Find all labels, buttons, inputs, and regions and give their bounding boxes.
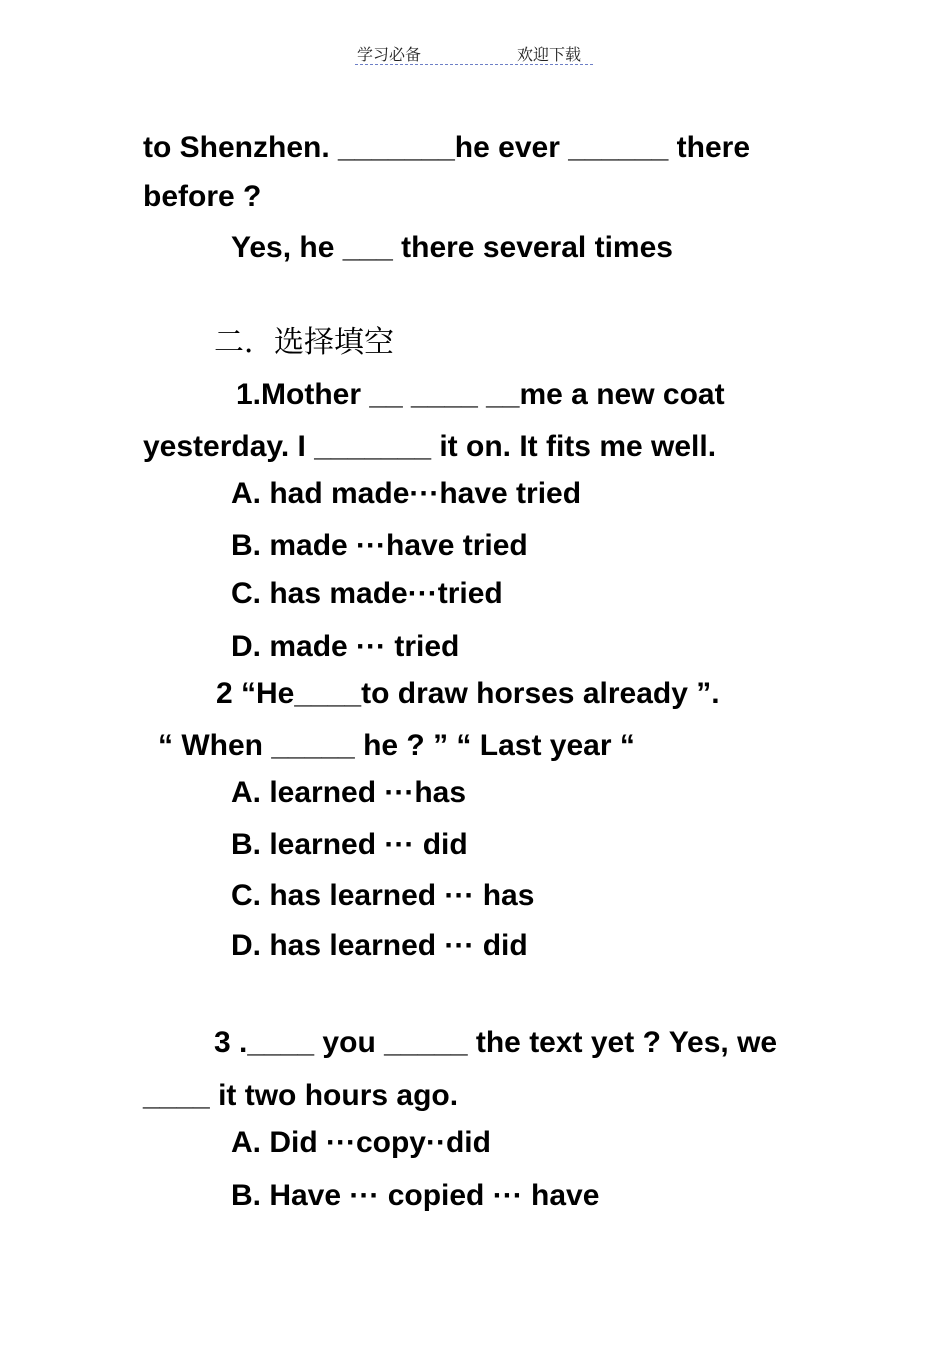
- text-line-3: Yes, he ___ there several times: [231, 231, 673, 264]
- question-1-option-a: A. had made···have tried: [231, 477, 582, 510]
- question-3-line-2: ____ it two hours ago.: [143, 1079, 459, 1112]
- question-3-option-b: B. Have ··· copied ··· have: [231, 1179, 600, 1212]
- question-1-option-c: C. has made···tried: [231, 577, 503, 610]
- question-3-option-a: A. Did ···copy··did: [231, 1126, 491, 1159]
- header-left-text: 学习必备: [357, 45, 422, 64]
- text-line-2: before ?: [143, 180, 262, 213]
- page-header: [355, 42, 593, 65]
- header-right-text: 欢迎下载: [517, 45, 582, 64]
- section-heading: 二．选择填空: [214, 325, 394, 360]
- question-2-option-b: B. learned ··· did: [231, 828, 468, 861]
- question-3-line-1: 3 .____ you _____ the text yet ? Yes, we: [214, 1026, 778, 1059]
- question-2-option-d: D. has learned ··· did: [231, 929, 528, 962]
- question-2-line-2: “ When _____ he ? ” “ Last year “: [158, 729, 635, 762]
- question-1-option-b: B. made ···have tried: [231, 529, 528, 562]
- question-2-line-1: 2 “He____to draw horses already ”.: [216, 677, 720, 710]
- text-line-1: to Shenzhen. _______he ever ______ there: [143, 131, 751, 164]
- question-1-option-d: D. made ··· tried: [231, 630, 460, 663]
- question-1-line-2: yesterday. I _______ it on. It fits me well.: [143, 430, 717, 463]
- question-2-option-c: C. has learned ··· has: [231, 879, 535, 912]
- question-1-line-1: 1.Mother __ ____ __me a new coat: [236, 378, 725, 411]
- question-2-option-a: A. learned ···has: [231, 776, 467, 809]
